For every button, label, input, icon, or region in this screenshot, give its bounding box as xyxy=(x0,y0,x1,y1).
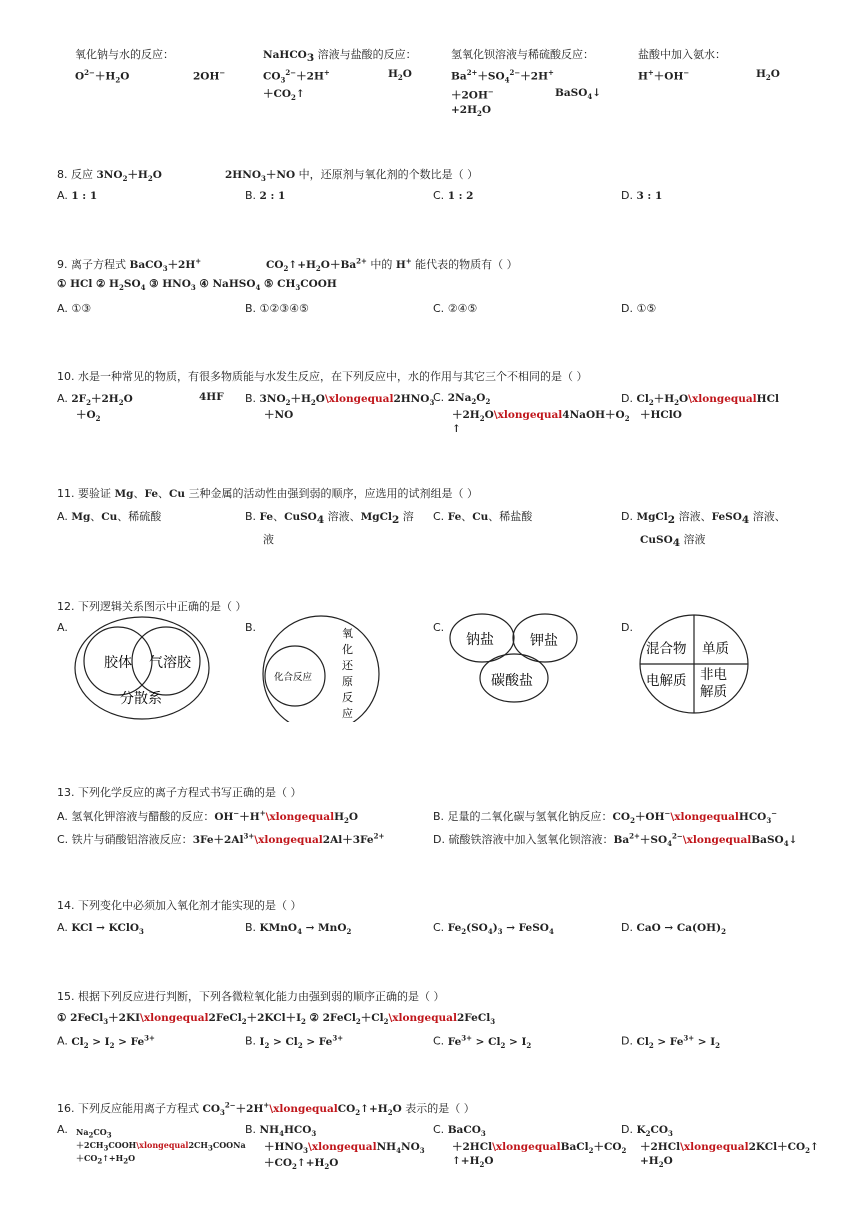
q10-option-c[interactable]: C. $2Na_2O_2$ xyxy=(433,391,491,407)
q12-option-d-label[interactable]: D. xyxy=(621,621,633,634)
q9-option-c[interactable]: C. ②④⑤ xyxy=(433,302,478,315)
mixture-label: 混合物 xyxy=(646,641,687,657)
q9-option-d[interactable]: D. ①⑤ xyxy=(621,302,657,315)
redox-char-4: 原 xyxy=(342,675,353,688)
q16-option-c-line3: $↑+H_2O$ xyxy=(452,1155,494,1170)
q16-option-d-line3: $+H_2O$ xyxy=(640,1155,673,1170)
potassium-salt-label: 钾盐 xyxy=(530,633,558,649)
col4-eq-left: H+＋OH− xyxy=(638,68,690,83)
q12-option-c-label[interactable]: C. xyxy=(433,621,445,634)
q11-option-c[interactable]: C. Fe、Cu、稀盐酸 xyxy=(433,510,533,523)
q10-stem: 10. 水是一种常见的物质，有很多物质能与水发生反应，在下列反应中，水的作用与其它三个不相同的是（ ） xyxy=(57,370,588,383)
col4-title: 盐酸中加入氨水： xyxy=(638,48,726,61)
q12-diagram-b[interactable] xyxy=(262,614,384,722)
redox-char-5: 反 xyxy=(342,691,353,704)
nonelectrolyte-label-2: 解质 xyxy=(700,684,727,700)
redox-char-6: 应 xyxy=(342,707,353,720)
q15-reactions: ① $2FeCl_3+2KI\backslash xlongequal2FeCl_2+2KCl+I_2$ ② $2FeCl_2+Cl_2\backslash xlongequal2FeCl_3$ xyxy=(57,1012,496,1027)
q10-option-a-line2: $+O_2$ xyxy=(76,409,101,424)
q15-stem: 15. 根据下列反应进行判断，下列各微粒氧化能力由强到弱的顺序正确的是（ ） xyxy=(57,990,445,1003)
q16-option-a-line2: $+2CH_3COOH\backslash xlongequal2CH_3COONa$ xyxy=(76,1140,246,1153)
col3-title: 氢氧化钡溶液与稀硫酸反应： xyxy=(451,48,594,61)
col2-eq-left: $CO_3^{2-}+2H^+$ xyxy=(263,68,330,85)
col2-title: NaHCO$_3$ 溶液与盐酸的反应： xyxy=(263,48,417,65)
q16-option-a-line1: $Na_2CO_3$ xyxy=(76,1127,112,1140)
col4-eq-right: $H_2O$ xyxy=(756,68,780,83)
q10-option-a[interactable]: A. $2F_2+2H_2O$ xyxy=(57,392,133,408)
q16-option-c-line2: $+2HCl\backslash xlongequalBaCl_2+CO_2$ xyxy=(452,1141,627,1156)
q12-option-a-label[interactable]: A. xyxy=(57,621,68,634)
combination-label: 化合反应 xyxy=(274,672,313,683)
q11-option-d[interactable]: D. MgCl$_2$ 溶液、FeSO$_4$ 溶液、 xyxy=(621,510,786,527)
q10-option-c-line2: $+2H_2O\backslash xlongequal4NaOH+O_2$ xyxy=(452,409,630,424)
aerosol-label: 气溶胶 xyxy=(149,655,191,671)
q13-option-c[interactable]: C. 铁片与硝酸铝溶液反应：$3Fe+2Al^{3+}\backslash xlongequal2Al+3Fe^{2+}$ xyxy=(57,831,385,846)
q9-option-a[interactable]: A. ①③ xyxy=(57,302,92,315)
col2-eq-line2: $+CO_2↑$ xyxy=(263,88,305,103)
q15-option-b[interactable]: B. $I_2 > Cl_2 > Fe^{3+}$ xyxy=(245,1033,344,1050)
col3-eq-line1: $Ba^{2+}+SO_4^{2-}+2H^+$ xyxy=(451,68,554,85)
colloid-label: 胶体 xyxy=(104,655,132,671)
q11-option-b[interactable]: B. Fe、CuSO$_4$ 溶液、MgCl$_2$ 溶 xyxy=(245,510,414,527)
carbonate-label: 碳酸盐 xyxy=(491,673,533,689)
q9-stem: 9. 离子方程式 BaCO$_3$＋2H+ xyxy=(57,256,202,274)
electrolyte-label: 电解质 xyxy=(646,673,687,689)
q11-option-a[interactable]: A. Mg、Cu、稀硫酸 xyxy=(57,510,162,523)
q14-stem: 14. 下列变化中必须加入氧化剂才能实现的是（ ） xyxy=(57,899,302,912)
q16-option-a-line3: $+CO_2↑+H_2O$ xyxy=(76,1153,136,1166)
q8-stem: 8. 反应 $3NO_2+H_2O$ xyxy=(57,168,162,184)
q12-diagram-c[interactable] xyxy=(448,610,580,706)
q15-option-a[interactable]: A. $Cl_2 > I_2 > Fe^{3+}$ xyxy=(57,1033,155,1050)
q14-option-a[interactable]: A. KCl → KClO$_3$ xyxy=(57,921,144,937)
q16-option-d-line2: $+2HCl\backslash xlongequal2KCl+CO_2↑$ xyxy=(640,1141,819,1156)
q12-stem: 12. 下列逻辑关系图示中正确的是（ ） xyxy=(57,600,247,613)
q12-diagram-d[interactable] xyxy=(638,613,750,715)
q13-option-d[interactable]: D. 硫酸铁溶液中加入氢氧化钡溶液：$Ba^{2+}+SO_4^{2-}\backslash xlongequalBaSO_4↓$ xyxy=(433,831,798,849)
redox-char-3: 还 xyxy=(342,659,353,672)
q9-option-b[interactable]: B. ①②③④⑤ xyxy=(245,302,309,315)
dispersion-label: 分散系 xyxy=(120,691,162,707)
q8-option-a[interactable]: A. 1 : 1 xyxy=(57,189,98,202)
q14-option-b[interactable]: B. KMnO$_4$ → MnO$_2$ xyxy=(245,921,352,937)
q16-stem: 16. 下列反应能用离子方程式 $CO_3^{2-}+2H^+\backslash xlongequalCO_2↑+H_2O$ 表示的是（ ） xyxy=(57,1100,475,1118)
q14-option-c[interactable]: C. $Fe_2(SO_4)_3$ → FeSO$_4$ xyxy=(433,921,554,937)
col1-title: 氧化钠与水的反应： xyxy=(75,48,174,61)
element-label: 单质 xyxy=(702,641,729,657)
q10-option-a-right: 4HF xyxy=(199,391,224,403)
col1-eq-left: $O^{2-}+H_2O$ xyxy=(75,68,130,85)
redox-circle xyxy=(263,616,379,722)
col2-eq-right: $H_2O$ xyxy=(388,68,412,83)
redox-char-2: 化 xyxy=(342,643,353,656)
q16-option-c[interactable]: C. BaCO$_3$ xyxy=(433,1123,486,1139)
q13-stem: 13. 下列化学反应的离子方程式书写正确的是（ ） xyxy=(57,786,302,799)
q12-option-b-label[interactable]: B. xyxy=(245,621,257,634)
q8-option-d[interactable]: D. 3 : 1 xyxy=(621,189,663,202)
q10-option-d[interactable]: D. $Cl_2+H_2O\backslash xlongequalHCl$ xyxy=(621,392,779,408)
q10-option-d-line2: ＋HClO xyxy=(640,409,682,421)
q8-option-b[interactable]: B. 2 : 1 xyxy=(245,189,286,202)
q15-option-c[interactable]: C. $Fe^{3+} > Cl_2 > I_2$ xyxy=(433,1033,532,1050)
q11-stem: 11. 要验证 Mg、Fe、Cu 三种金属的活动性由强到弱的顺序，应选用的试剂组是（ ） xyxy=(57,487,479,500)
q12-diagram-a[interactable] xyxy=(72,614,212,722)
col3-eq-line2: ＋2OH− xyxy=(451,87,494,102)
col1-eq-right: 2OH− xyxy=(193,68,226,83)
q16-option-b[interactable]: B. $NH_4HCO_3$ xyxy=(245,1123,317,1139)
q16-option-b-line2: $+HNO_3\backslash xlongequalNH_4NO_3$ xyxy=(264,1141,425,1156)
q9-stem-right: $CO_2↑+H_2O+Ba^{2+}$ 中的 H+ 能代表的物质有（ ） xyxy=(266,256,518,274)
q13-option-a[interactable]: A. 氢氧化钾溶液与醋酸的反应：OH−＋H+\xlongequalH$_2$O xyxy=(57,808,359,826)
q13-option-b[interactable]: B. 足量的二氧化碳与氢氧化钠反应：$CO_2+OH^-\backslash xlongequalHCO_3^-$ xyxy=(433,808,778,826)
q15-option-d[interactable]: D. $Cl_2 > Fe^{3+} > I_2$ xyxy=(621,1033,721,1050)
q10-option-c-line3: ↑ xyxy=(452,423,461,435)
q11-option-b-line2: 液 xyxy=(263,533,274,546)
q16-option-d[interactable]: D. $K_2CO_3$ xyxy=(621,1123,673,1139)
col3-eq-line3: $+2H_2O$ xyxy=(451,104,492,119)
q8-option-c[interactable]: C. 1 : 2 xyxy=(433,189,474,202)
sodium-salt-label: 钠盐 xyxy=(466,632,494,648)
q11-option-d-line2: CuSO$_4$ 溶液 xyxy=(640,533,706,550)
nonelectrolyte-label-1: 非电 xyxy=(700,667,727,683)
q10-option-b-line2: ＋NO xyxy=(264,409,294,421)
q14-option-d[interactable]: D. CaO → $Ca(OH)_2$ xyxy=(621,921,726,937)
col3-eq-right: BaSO$_4$↓ xyxy=(555,87,602,102)
q10-option-b[interactable]: B. $3NO_2+H_2O\backslash xlongequal2HNO_3$ xyxy=(245,392,435,408)
redox-char-1: 氧 xyxy=(342,627,353,640)
q9-substances: ① HCl ② $H_2SO_4$ ③ $HNO_3$ ④ NaHSO$_4$ ⑤ $CH_3COOH$ xyxy=(57,278,337,293)
q8-stem-right: $2HNO_3+NO$ 中，还原剂与氧化剂的个数比是（ ） xyxy=(225,168,479,184)
q16-option-b-line3: $+CO_2↑+H_2O$ xyxy=(264,1157,339,1172)
q16-option-a-label[interactable]: A. xyxy=(57,1123,68,1136)
